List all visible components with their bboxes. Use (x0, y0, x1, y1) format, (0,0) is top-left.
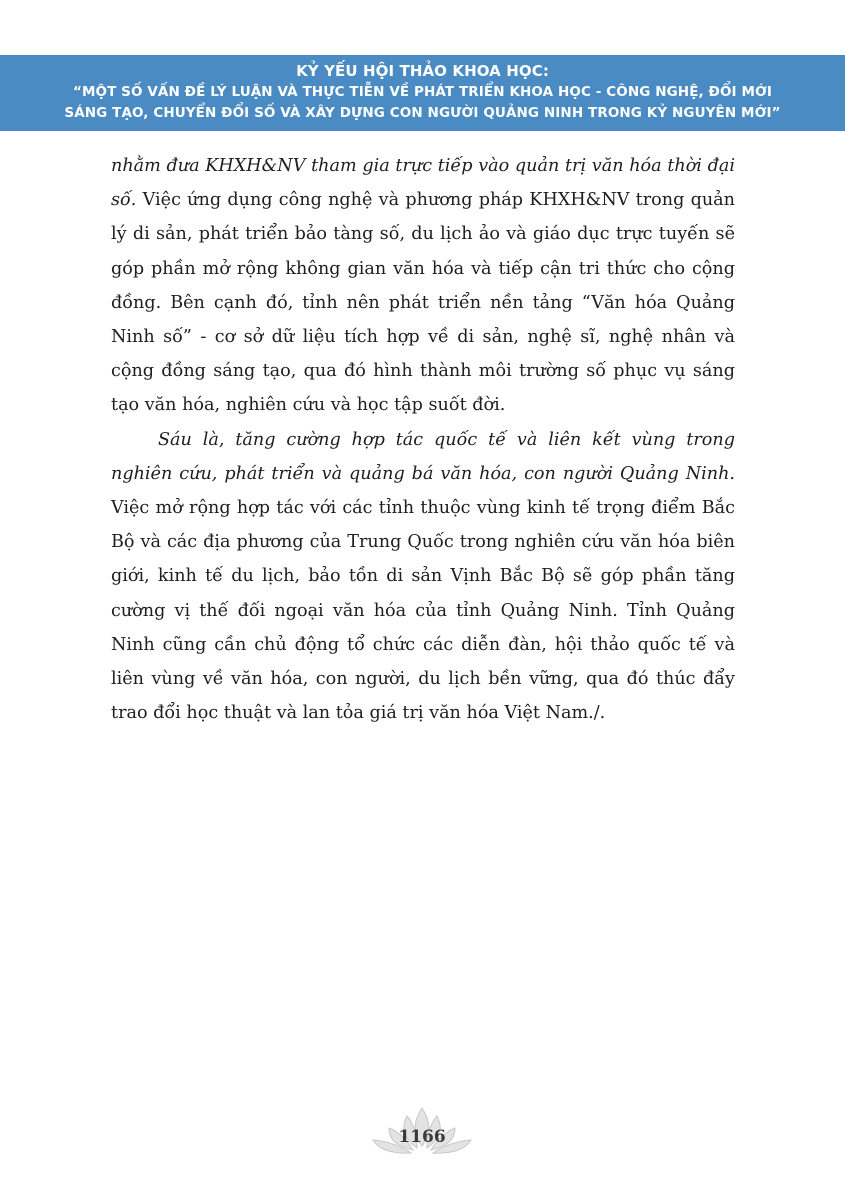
main-body-text (111, 149, 735, 730)
header-title-line-3: SÁNG TẠO, CHUYỂN ĐỔI SỐ VÀ XÂY DỰNG CON NGƯỜI QUẢNG NINH TRONG KỶ NGUYÊN MỚI” (64, 105, 781, 121)
header-title-line-1: KỶ YẾU HỘI THẢO KHOA HỌC: (296, 62, 549, 80)
paragraph-1 (111, 149, 735, 423)
paragraph-2-text: Việc mở rộng hợp tác với các tỉnh thuộc vùng kinh tế trọng điểm Bắc Bộ và các địa phương của Trung Quốc trong nghiên cứu văn hóa biên giới, kinh tế du lịch, bảo tồn di sản Vịnh Bắc Bộ sẽ góp phần tăng cường vị thế đối ngoại văn hóa của tỉnh Quảng Ninh. Tỉnh Quảng Ninh cũng cần chủ động tổ chức các diễn đàn, hội thảo quốc tế và liên vùng về văn hóa, con người, du lịch bền vững, qua đó thúc đẩy trao đổi học thuật và lan tỏa giá trị văn hóa Việt Nam./. (111, 498, 735, 724)
page-number-block (367, 1106, 477, 1164)
paragraph-1-text: Việc ứng dụng công nghệ và phương pháp KHXH&NV trong quản lý di sản, phát triển bảo tàng số, du lịch ảo và giáo dục trực tuyến sẽ góp phần mở rộng không gian văn hóa và tiếp cận tri thức cho cộng đồng. Bên cạnh đó, tỉnh nên phát triển nền tảng “Văn hóa Quảng Ninh số” - cơ sở dữ liệu tích hợp về di sản, nghệ sĩ, nghệ nhân và cộng đồng sáng tạo, qua đó hình thành môi trường số phục vụ sáng tạo văn hóa, nghiên cứu và học tập suốt đời. (111, 190, 735, 416)
paragraph-1-italic-lead: nhằm đưa KHXH&NV tham gia trực tiếp vào quản trị văn hóa thời đại số. (111, 156, 735, 211)
page-number: 1166 (398, 1127, 446, 1147)
paragraph-2-italic-lead: Sáu là, tăng cường hợp tác quốc tế và liên kết vùng trong nghiên cứu, phát triển và quảng bá văn hóa, con người Quảng Ninh. (111, 429, 735, 484)
header-banner (0, 55, 845, 131)
paragraph-2 (111, 423, 735, 731)
header-title-line-2: “MỘT SỐ VẤN ĐỀ LÝ LUẬN VÀ THỰC TIỄN VỀ PHÁT TRIỂN KHOA HỌC - CÔNG NGHỆ, ĐỔI MỚI (72, 84, 773, 100)
